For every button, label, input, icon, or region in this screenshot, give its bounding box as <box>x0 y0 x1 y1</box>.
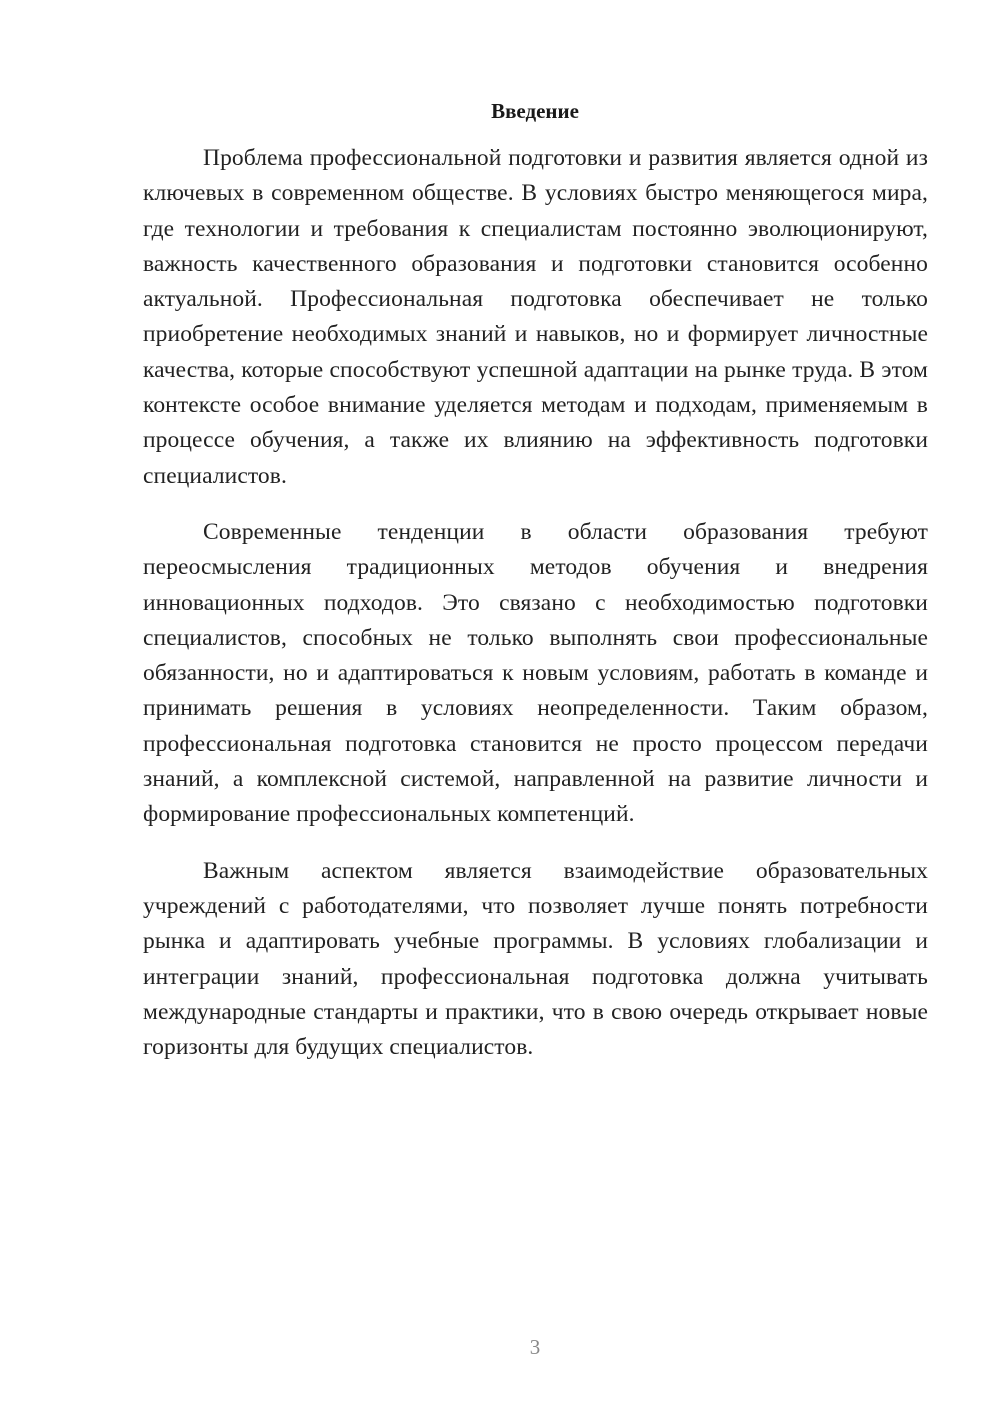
paragraph-2: Современные тенденции в области образования требуют переосмысления традиционных методов обучения и внедрения инновационных подходов. Это связано с необходимостью подготовки специалистов, способных не только выполнять свои профессиональные обязанности, но и адаптироваться к новым условиям, работать в команде и принимать решения в условиях неопределенности. Таким образом, профессиональная подготовка становится не просто процессом передачи знаний, а комплексной системой, направленной на развитие личности и формирование профессиональных компетенций. <box>143 518 928 828</box>
paragraph-1: Проблема профессиональной подготовки и развития является одной из ключевых в современном обществе. В условиях быстро меняющегося мира, где технологии и требования к специалистам постоянно эволюционируют, важность качественного образования и подготовки становится особенно актуальной. Профессиональная подготовка обеспечивает не только приобретение необходимых знаний и навыков, но и формирует личностные качества, которые способствуют успешной адаптации на рынке труда. В этом контексте особое внимание уделяется методам и подходам, применяемым в процессе обучения, а также их влиянию на эффективность подготовки специалистов. <box>143 145 928 489</box>
paragraph-3: Важным аспектом является взаимодействие образовательных учреждений с работодателями, что позволяет лучше понять потребности рынка и адаптировать учебные программы. В условиях глобализации и интеграции знаний, профессиональная подготовка должна учитывать международные стандарты и практики, что в свою очередь открывает новые горизонты для будущих специалистов. <box>143 857 928 1061</box>
page-number: 3 <box>529 1335 541 1359</box>
body-text <box>143 141 928 1086</box>
section-heading: Введение <box>491 99 579 123</box>
